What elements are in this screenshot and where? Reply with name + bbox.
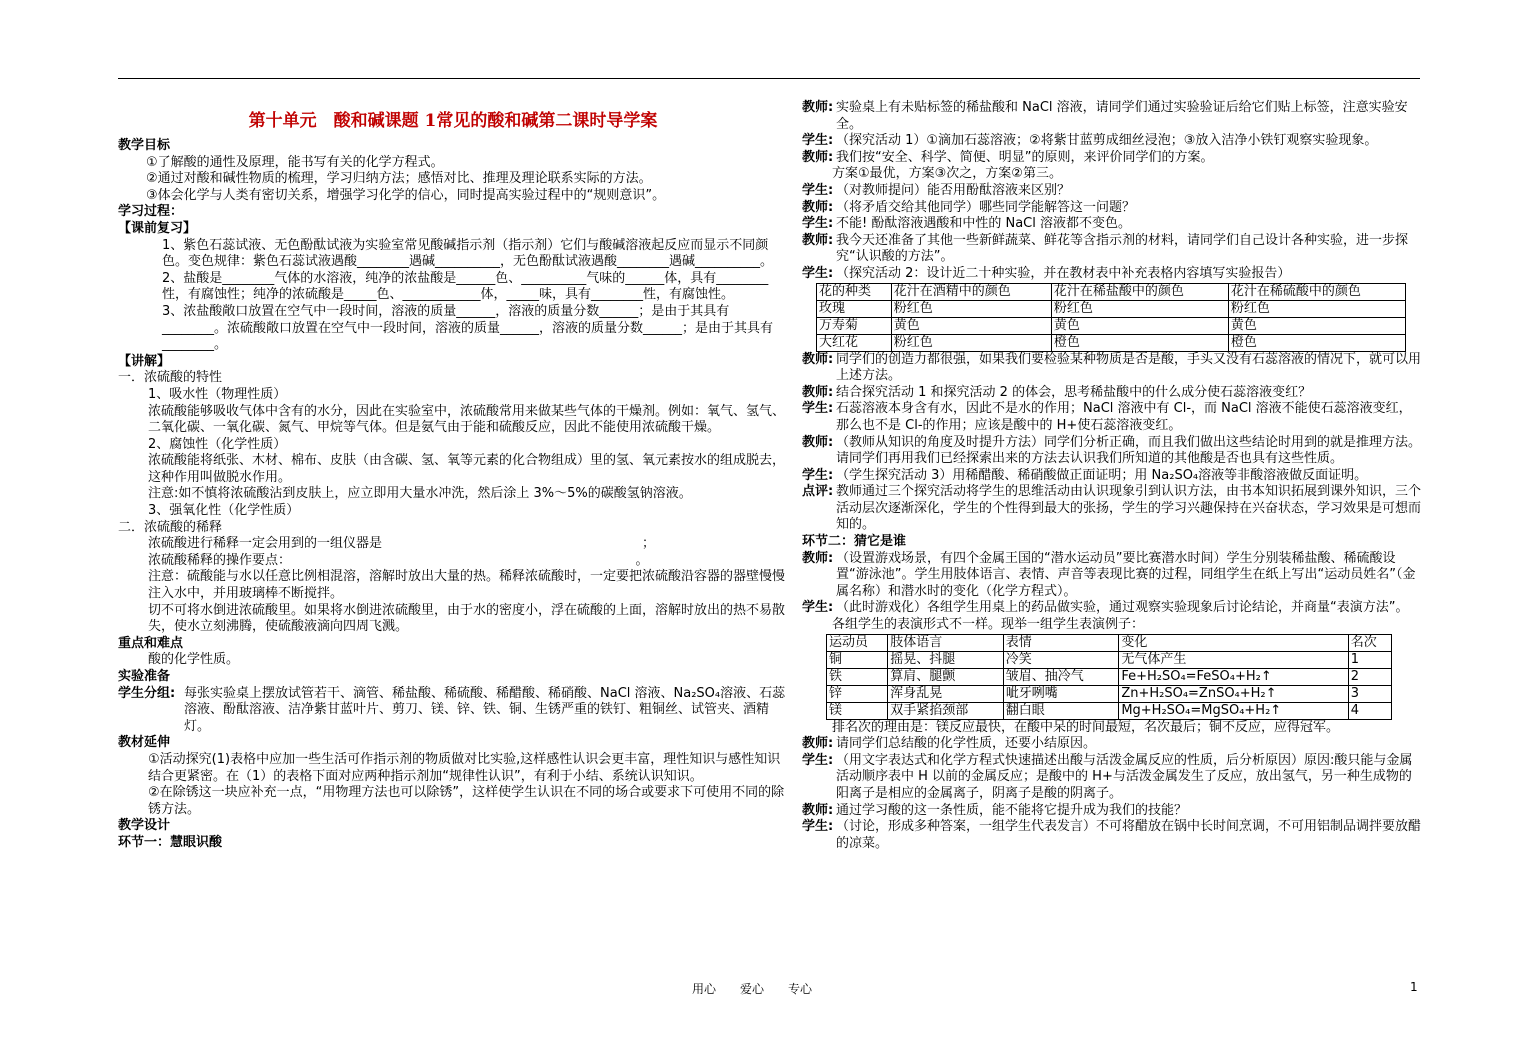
- table-cell: 粉红色: [891, 300, 1051, 317]
- extension-2: ②在除锈这一块应补充一点，“用物理方法也可以除锈”，这样使学生认识在不同的场合或要求下可使用不同的除锈方法。: [148, 785, 785, 817]
- section-1-heading: 一．浓硫酸的特性: [118, 370, 223, 386]
- table-row: [817, 334, 1406, 351]
- prep-heading: 实验准备: [118, 669, 171, 684]
- table-header-cell: 表情: [1003, 634, 1119, 651]
- dialogue-line: [802, 352, 1422, 385]
- table-header-cell: 花的种类: [817, 283, 892, 300]
- table-header-row: [817, 283, 1406, 300]
- dialogue-line: [802, 435, 1422, 468]
- speaker-text: （此时游戏化）各组学生用桌上的药品做实验，通过观察实验现象后讨论结论，并商量“表演方法”。: [836, 600, 1409, 616]
- left-column: [118, 100, 788, 852]
- table-cell: 双手紧掐颈部: [888, 702, 1004, 719]
- metal-table: [826, 634, 1392, 720]
- table-header-cell: 变化: [1119, 634, 1348, 651]
- point-1-text: 浓硫酸能够吸收气体中含有的水分，因此在实验室中，浓硫酸常用来做某些气体的干燥剂。例如：氧气、氢气、二氧化碳、一氧化碳、氮气、甲烷等气体。但是氨气由于能和硫酸反应，因此不能使用浓硫酸干燥。: [148, 403, 786, 436]
- speaker-label: 学生:: [802, 216, 834, 232]
- table-cell: 橙色: [1051, 334, 1228, 351]
- speaker-label: 学生:: [802, 182, 834, 198]
- speaker-text: 我今天还准备了其他一些新鲜蔬菜、鲜花等含指示剂的材料，请同学们自己设计各种实验，进一步探究“认识酸的方法”。: [836, 232, 1409, 265]
- table-cell: 3: [1348, 685, 1391, 702]
- table-row: [817, 300, 1406, 317]
- dialogue-line: [802, 600, 1422, 617]
- table-row: [827, 685, 1392, 702]
- dialogue-line: [802, 266, 1422, 283]
- table-cell: 铁: [827, 668, 888, 685]
- dialogue-block-4: [802, 551, 1422, 617]
- key-text: 酸的化学性质。: [148, 652, 240, 668]
- dialogue-line: [802, 551, 1422, 601]
- point-2: 2、腐蚀性（化学性质）: [148, 436, 287, 452]
- table-cell: 粉红色: [1051, 300, 1228, 317]
- speaker-text: 教师通过三个探究活动将学生的思维活动由认识现象引到认识方法，由书本知识拓展到课外知识，三个活动层次逐渐深化，学生的个性得到最大的张扬，学生的学习兴趣保持在兴奋状态，学习效果是可想而知的。: [836, 484, 1422, 533]
- speaker-label: 教师:: [802, 149, 834, 165]
- table-cell: 万寿菊: [817, 317, 892, 334]
- extension-1: ①活动探究(1)表格中应加一些生活可作指示剂的物质做对比实验,这样感性认识会更丰富，理性知识与感性知识结合更紧密。在（1）的表格下面对应两种指示剂加“规律性认识”，有利于小结、系统认识知识。: [148, 751, 781, 784]
- section-2-heading: 二．浓硫酸的稀释: [118, 519, 223, 535]
- plan-ranking: 方案①最优，方案③次之，方案②第三。: [832, 166, 1062, 182]
- group-line: [118, 686, 788, 736]
- performance-intro: 各组学生的表演形式不一样。现举一组学生表演例子：: [832, 617, 1145, 633]
- dialogue-line: [802, 819, 1422, 852]
- dialogue-line: [802, 803, 1422, 820]
- speaker-label: 教师:: [802, 199, 834, 215]
- dialogue-line: [802, 100, 1422, 133]
- group-label: 学生分组:: [118, 685, 176, 701]
- design-heading: 教学设计: [118, 818, 171, 834]
- dialogue-line: [802, 216, 1422, 233]
- dilution-note: 注意：硫酸能与水以任意比例相混溶，溶解时放出大量的热。稀释浓硫酸时，一定要把浓硫酸沿容器的器壁慢慢注入水中，并用玻璃棒不断搅拌。: [148, 569, 786, 602]
- speaker-label: 学生:: [802, 752, 834, 768]
- speaker-text: （探究活动 2：设计近二十种实验，并在教材表中补充表格内容填写实验报告）: [836, 265, 1291, 281]
- table-header-cell: 花汁在稀盐酸中的颜色: [1051, 283, 1228, 300]
- speaker-text: （用文字表达式和化学方程式快速描述出酸与活泼金属反应的性质，后分析原因）原因:酸只能与金属活动顺序表中 H 以前的金属反应；是酸中的 H+与活泼金属发生了反应，放出氢气，另一种生成物的阳离子是相应的金属离子，阴离子是酸的阴离子。: [836, 752, 1413, 801]
- table-header-cell: 花汁在稀硫酸中的颜色: [1228, 283, 1405, 300]
- table-cell: 算肩、腿颤: [888, 668, 1004, 685]
- objective-1: ①了解酸的通性及原理，能书写有关的化学方程式。: [146, 154, 444, 170]
- speaker-label: 学生:: [802, 600, 834, 616]
- speaker-label: 教师:: [802, 232, 834, 248]
- table-cell: 呲牙咧嘴: [1003, 685, 1119, 702]
- table-cell: 大红花: [817, 334, 892, 351]
- lecture-heading: 【讲解】: [118, 353, 171, 369]
- speaker-text: （探究活动 1）①滴加石蕊溶液；②将紫甘蓝剪成细丝浸泡；③放入洁净小铁钉观察实验现象。: [836, 133, 1378, 149]
- process-heading: 学习过程：: [118, 204, 184, 220]
- dialogue-line: [802, 468, 1422, 485]
- table-cell: 无气体产生: [1119, 651, 1348, 668]
- extension-heading: 教材延伸: [118, 735, 171, 751]
- table-header-cell: 肢体语言: [888, 634, 1004, 651]
- key-heading: 重点和难点: [118, 635, 184, 651]
- table-cell: 翻白眼: [1003, 702, 1119, 719]
- dilution-instruments: 浓硫酸进行稀释一定会用到的一组仪器是 ；: [148, 536, 656, 552]
- footer-motto: 用心 爱心 专心: [692, 982, 813, 996]
- table-cell: 锌: [827, 685, 888, 702]
- page-title: 第十单元 酸和碱课题 1常见的酸和碱第二课时导学案: [248, 111, 658, 131]
- dilution-steps: 浓硫酸稀释的操作要点： 。: [148, 552, 649, 568]
- dialogue-line: [802, 736, 1422, 753]
- speaker-label: 学生:: [802, 401, 834, 417]
- table-cell: 粉红色: [1228, 300, 1405, 317]
- table-cell: 橙色: [1228, 334, 1405, 351]
- table-cell: 浑身乱晃: [888, 685, 1004, 702]
- speaker-text: （设置游戏场景，有四个金属王国的“潜水运动员”要比赛潜水时间）学生分别装稀盐酸、稀硫酸设置“游泳池”。学生用肢体语言、表情、声音等表现比赛的过程，同组学生在纸上写出“运动员姓名”（金属名称）和潜水时的变化（化学方程式）。: [836, 550, 1416, 599]
- dialogue-line: [802, 233, 1422, 266]
- dialogue-line: [802, 401, 1422, 434]
- speaker-text: （讨论，形成多种答案，一组学生代表发言）不可将醋放在锅中长时间烹调，不可用铝制品调拌要放醋的凉菜。: [836, 819, 1422, 851]
- table-cell: 皱眉、抽冷气: [1003, 668, 1119, 685]
- dialogue-line: [802, 183, 1422, 200]
- table-cell: 1: [1348, 651, 1391, 668]
- speaker-label: 学生:: [802, 133, 834, 149]
- table-cell: Zn+H₂SO₄=ZnSO₄+H₂↑: [1119, 685, 1348, 702]
- dialogue-block-1: [802, 100, 1422, 166]
- dialogue-block-5: [802, 736, 1422, 852]
- dialogue-line: [802, 150, 1422, 167]
- table-cell: 黄色: [1051, 317, 1228, 334]
- table-cell: 4: [1348, 702, 1391, 719]
- speaker-text: 不能! 酚酞溶液遇酸和中性的 NaCl 溶液都不变色。: [836, 216, 1131, 232]
- table-cell: 粉红色: [891, 334, 1051, 351]
- speaker-label: 教师:: [802, 384, 834, 400]
- link-2-heading: 环节二：猜它是谁: [802, 534, 907, 550]
- dialogue-line: [802, 484, 1422, 534]
- speaker-text: 请同学们总结酸的化学性质，还要小结原因。: [836, 736, 1097, 752]
- page-number: 1: [1410, 980, 1418, 994]
- speaker-text: 实验桌上有未贴标签的稀盐酸和 NaCl 溶液，请同学们通过实验验证后给它们贴上标签，注意实验安全。: [836, 100, 1408, 132]
- speaker-label: 学生:: [802, 265, 834, 281]
- table-row: [817, 317, 1406, 334]
- speaker-label: 点评:: [802, 484, 834, 500]
- link-1-heading: 环节一：慧眼识酸: [118, 834, 223, 850]
- table-header-cell: 名次: [1348, 634, 1391, 651]
- point-2-note: 注意:如不慎将浓硫酸沾到皮肤上，应立即用大量水冲洗，然后涂上 3%～5%的碳酸氢钠溶液。: [148, 486, 692, 502]
- dialogue-block-2: [802, 183, 1422, 283]
- speaker-label: 学生:: [802, 819, 834, 835]
- table-row: [827, 702, 1392, 719]
- speaker-text: （教师从知识的角度及时提升方法）同学们分析正确，而且我们做出这些结论时用到的就是推理方法。请同学们再用我们已经探索出来的方法去认识我们所知道的其他酸是否也具有这些性质。: [836, 434, 1422, 467]
- flower-table: [816, 283, 1406, 352]
- table-cell: Fe+H₂SO₄=FeSO₄+H₂↑: [1119, 668, 1348, 685]
- point-1: 1、吸水性（物理性质）: [148, 386, 287, 402]
- table-cell: 摇晃、抖腿: [888, 651, 1004, 668]
- speaker-text: 通过学习酸的这一条性质，能不能将它提升成为我们的技能？: [836, 802, 1188, 818]
- dilution-warning: 切不可将水倒进浓硫酸里。如果将水倒进浓硫酸里，由于水的密度小，浮在硫酸的上面，溶解时放出的热不易散失，使水立刻沸腾，使硫酸液滴向四周飞溅。: [148, 602, 786, 635]
- table-cell: Mg+H₂SO₄=MgSO₄+H₂↑: [1119, 702, 1348, 719]
- objective-3: ③体会化学与人类有密切关系，增强学习化学的信心，同时提高实验过程中的“规则意识”。: [146, 187, 666, 203]
- group-text: 每张实验桌上摆放试管若干、滴管、稀盐酸、稀硫酸、稀醋酸、稀硝酸、NaCl 溶液、Na₂SO₄溶液、石蕊溶液、酚酞溶液、洁净紫甘蓝叶片、剪刀、镁、锌、铁、铜、生锈严重的铁钉、粗铜丝、试管夹、酒精灯。: [184, 685, 786, 734]
- speaker-text: （学生探究活动 3）用稀醋酸、稀硝酸做正面证明；用 Na₂SO₄溶液等非酸溶液做反面证明。: [836, 467, 1368, 483]
- table-header-cell: 运动员: [827, 634, 888, 651]
- speaker-label: 教师:: [802, 550, 834, 566]
- table-cell: 2: [1348, 668, 1391, 685]
- objective-2: ②通过对酸和碱性物质的梳理，学习归纳方法；感悟对比、推理及理论联系实际的方法。: [146, 171, 652, 187]
- table-cell: 黄色: [1228, 317, 1405, 334]
- table-header-cell: 花汁在酒精中的颜色: [891, 283, 1051, 300]
- point-3: 3、强氧化性（化学性质）: [148, 503, 300, 519]
- speaker-label: 学生:: [802, 467, 834, 483]
- review-item-2: 2、盐酸是________气体的水溶液，纯净的浓盐酸是______色、__________气味的______体，具有________性，有腐蚀性；纯净的浓硫酸是_____色、____________体，_____味，具有________性，有腐蚀性。: [162, 270, 769, 303]
- speaker-text: （将矛盾交给其他同学）哪些同学能解答这一问题？: [836, 199, 1136, 215]
- speaker-label: 教师:: [802, 100, 834, 115]
- speaker-label: 教师:: [802, 351, 834, 367]
- table-cell: 镁: [827, 702, 888, 719]
- table-cell: 冷笑: [1003, 651, 1119, 668]
- speaker-text: （对教师提问）能否用酚酞溶液来区别？: [836, 182, 1071, 198]
- dialogue-line: [802, 385, 1422, 402]
- review-item-3: 3、浓盐酸敞口放置在空气中一段时间，溶液的质量______，溶液的质量分数______；是由于其具有________。浓硫酸敞口放置在空气中一段时间，溶液的质量______，溶液的质量分数______；是由于其具有________。: [162, 303, 774, 353]
- table-cell: 铜: [827, 651, 888, 668]
- speaker-text: 同学们的创造力都很强，如果我们要检验某种物质是否是酸，手头又没有石蕊溶液的情况下，就可以用上述方法。: [836, 351, 1422, 384]
- dialogue-line: [802, 753, 1422, 803]
- table-row: [827, 651, 1392, 668]
- table-cell: 玫瑰: [817, 300, 892, 317]
- review-item-1: 1、紫色石蕊试液、无色酚酞试液为实验室常见酸碱指示剂（指示剂）它们与酸碱溶液起反应而显示不同颜色。变色规律：紫色石蕊试液遇酸________遇碱__________，无色酚酞试液遇酸________遇碱__________。: [162, 237, 774, 270]
- dialogue-line: [802, 133, 1422, 150]
- speaker-text: 结合探究活动 1 和探究活动 2 的体会，思考稀盐酸中的什么成分使石蕊溶液变红？: [836, 384, 1312, 400]
- review-heading: 【课前复习】: [118, 220, 197, 236]
- speaker-label: 教师:: [802, 802, 834, 818]
- speaker-text: 我们按“安全、科学、简便、明显”的原则，来评价同学们的方案。: [836, 149, 1214, 165]
- speaker-text: 石蕊溶液本身含有水，因此不是水的作用；NaCl 溶液中有 Cl-，而 NaCl 溶液不能使石蕊溶液变红，那么也不是 Cl-的作用；应该是酸中的 H+使石蕊溶液变红。: [836, 401, 1412, 433]
- header-rule: [118, 78, 1420, 79]
- table-row: [827, 668, 1392, 685]
- table-header-row: [827, 634, 1392, 651]
- dialogue-block-3: [802, 352, 1422, 535]
- ranking-reason: 排名次的理由是：镁反应最快，在酸中呆的时间最短，名次最后；铜不反应，应得冠军。: [832, 719, 1340, 735]
- table-cell: 黄色: [891, 317, 1051, 334]
- point-2-text: 浓硫酸能将纸张、木材、棉布、皮肤（由含碳、氢、氧等元素的化合物组成）里的氢、氧元素按水的组成脱去，这种作用叫做脱水作用。: [148, 453, 786, 485]
- speaker-label: 教师:: [802, 736, 834, 752]
- speaker-label: 教师:: [802, 434, 834, 450]
- objectives-heading: 教学目标: [118, 138, 171, 153]
- dialogue-line: [802, 200, 1422, 217]
- right-column: [802, 100, 1422, 852]
